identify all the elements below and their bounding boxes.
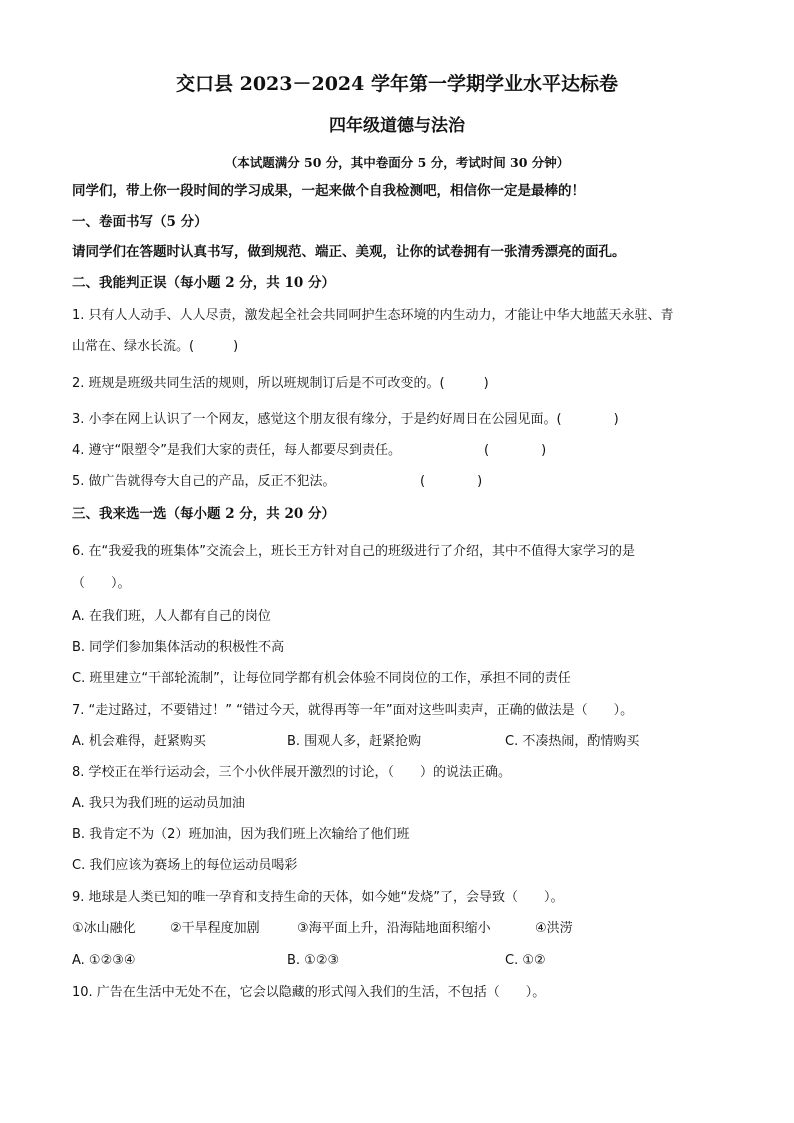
question-4: 4. 遵守“限塑令”是我们大家的责任，每人都要尽到责任。 xyxy=(72,443,402,458)
question-10: 10. 广告在生活中无处不在，它会以隐藏的形式闯入我们的生活，不包括（ ）。 xyxy=(72,985,546,1000)
question-3: 3. 小李在网上认识了一个网友，感觉这个朋友很有缘分，于是约好周日在公园见面。( ) xyxy=(72,412,619,427)
question-9-item-1: ①冰山融化 xyxy=(72,921,136,936)
question-1-line1: 1. 只有人人动手、人人尽责，激发起全社会共同呵护生态环境的内生动力，才能让中华大地蓝天永驻、青 xyxy=(72,308,674,323)
question-6-line1: 6. 在“我爱我的班集体”交流会上，班长王方针对自己的班级进行了介绍，其中不值得大家学习的是 xyxy=(72,544,636,559)
question-8-option-a: A. 我只为我们班的运动员加油 xyxy=(72,796,245,811)
question-5-blank: ( ) xyxy=(420,474,483,489)
question-4-blank: ( ) xyxy=(484,443,547,458)
question-9-option-a: A. ①②③④ xyxy=(72,953,136,968)
question-9-item-3: ③海平面上升，沿海陆地面积缩小 xyxy=(297,921,491,936)
question-8-option-b: B. 我肯定不为（2）班加油，因为我们班上次输给了他们班 xyxy=(72,827,410,842)
question-9-item-2: ②干旱程度加剧 xyxy=(170,921,260,936)
section2-heading: 二、我能判正误（每小题 2 分，共 10 分） xyxy=(72,275,335,291)
question-6-line2: （ ）。 xyxy=(72,576,131,591)
exam-note: （本试题满分 50 分，其中卷面分 5 分，考试时间 30 分钟） xyxy=(224,155,570,170)
question-9: 9. 地球是人类已知的唯一孕育和支持生命的天体，如今她“发烧”了，会导致（ ）。 xyxy=(72,890,564,905)
question-1-line2: 山常在、绿水长流。( ) xyxy=(72,339,239,354)
question-5: 5. 做广告就得夸大自己的产品，反正不犯法。 xyxy=(72,474,336,489)
section1-heading: 一、卷面书写（5 分） xyxy=(72,214,208,230)
intro-text: 同学们，带上你一段时间的学习成果，一起来做个自我检测吧，相信你一定是最棒的！ xyxy=(72,183,585,199)
question-6-option-c: C. 班里建立“干部轮流制”，让每位同学都有机会体验不同岗位的工作，承担不同的责任 xyxy=(72,671,571,686)
question-8: 8. 学校正在举行运动会，三个小伙伴展开激烈的讨论，（ ）的说法正确。 xyxy=(72,765,512,780)
exam-title: 交口县 2023－2024 学年第一学期学业水平达标卷 xyxy=(176,73,618,95)
question-9-option-b: B. ①②③ xyxy=(287,953,340,968)
question-6-option-a: A. 在我们班，人人都有自己的岗位 xyxy=(72,609,271,624)
question-6-option-b: B. 同学们参加集体活动的积极性不高 xyxy=(72,640,285,655)
question-8-option-c: C. 我们应该为赛场上的每位运动员喝彩 xyxy=(72,858,298,873)
question-9-item-4: ④洪涝 xyxy=(535,921,573,936)
section3-heading: 三、我来选一选（每小题 2 分，共 20 分） xyxy=(72,506,335,522)
question-7: 7. “走过路过，不要错过！” “错过今天，就得再等一年”面对这些叫卖声，正确的做法是（ ）。 xyxy=(72,703,634,718)
section1-text: 请同学们在答题时认真书写，做到规范、端正、美观，让你的试卷拥有一张清秀漂亮的面孔。 xyxy=(72,244,626,260)
question-9-option-c: C. ①② xyxy=(505,953,546,968)
question-7-option-a: A. 机会难得，赶紧购买 xyxy=(72,734,206,749)
question-7-option-b: B. 围观人多，赶紧抢购 xyxy=(287,734,422,749)
question-7-option-c: C. 不凑热闹，酌情购买 xyxy=(505,734,640,749)
question-2: 2. 班规是班级共同生活的规则，所以班规制订后是不可改变的。( ) xyxy=(72,376,489,391)
exam-subtitle: 四年级道德与法治 xyxy=(329,116,465,136)
